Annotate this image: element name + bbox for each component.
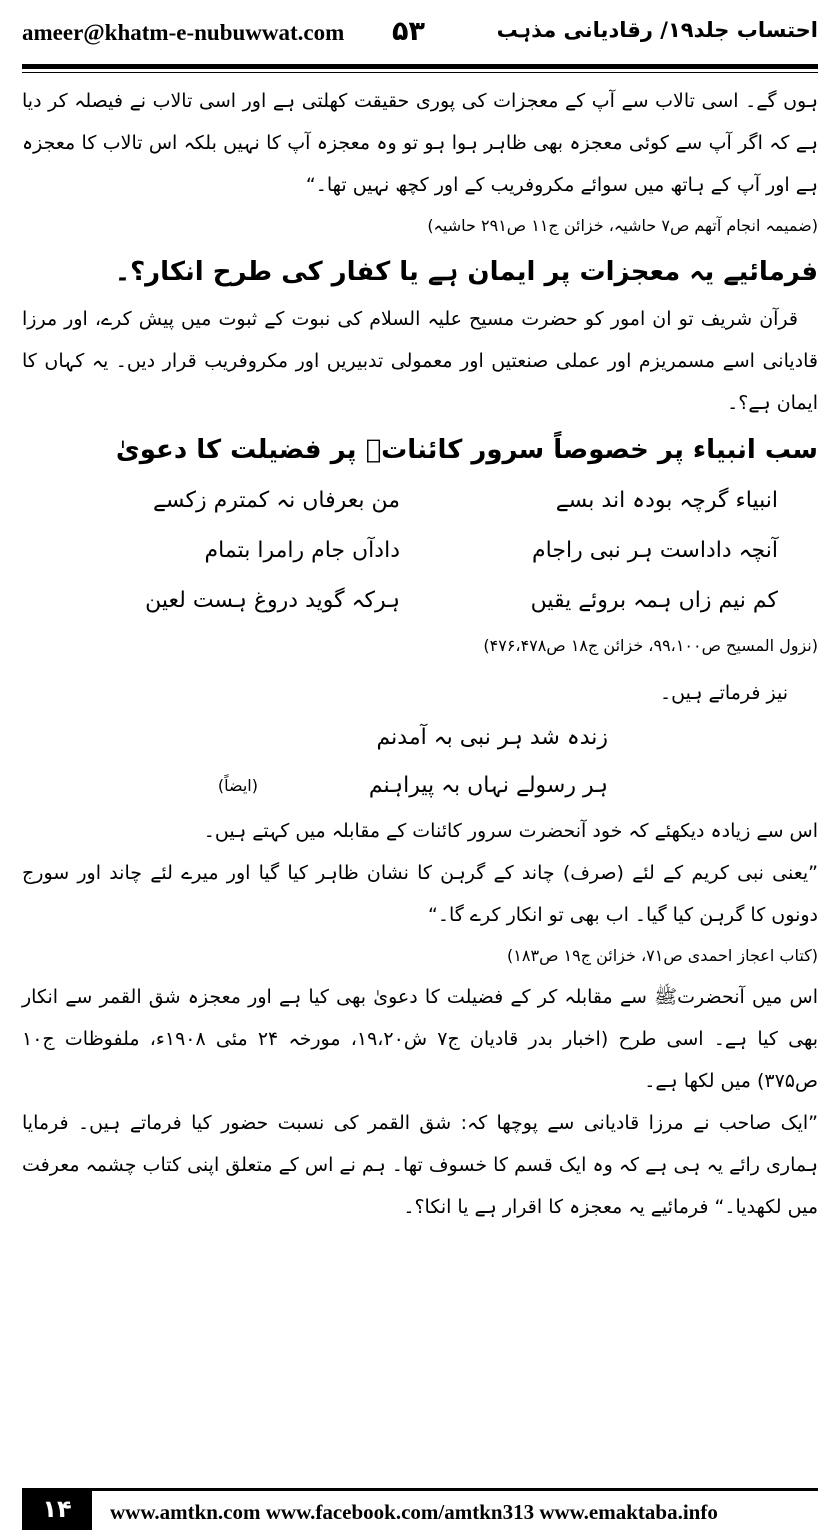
couplet-line-1: زندہ شد ہر نبی بہ آمدنم xyxy=(376,725,608,750)
verse-row-1 xyxy=(22,476,818,526)
paragraph-5: ”یعنی نبی کریم کے لئے (صرف) چاند کے گرہن کا نشان ظاہر کیا گیا اور میرے لئے چاند اور سورج دونوں کا گرہن کیا گیا۔ اب بھی تو انکار کرے گا۔“ xyxy=(22,862,818,926)
reference-2: (نزول المسیح ص۹۹،۱۰۰، خزائن ج۱۸ ص۴۷۶،۴۷۸) xyxy=(483,636,818,655)
page-content xyxy=(22,80,818,1228)
heading-superiority: سب انبیاء پر خصوصاً سرور کائناتؐ پر فضیلت کا دعویٰ xyxy=(115,435,818,465)
reference-3: (کتاب اعجاز احمدی ص۷۱، خزائن ج۱۹ ص۱۸۳) xyxy=(507,946,818,965)
verse-1-left: من بعرفاں نہ کمترم زکسے xyxy=(153,488,400,513)
verse-2-left: دادآں جام رامرا بتمام xyxy=(204,538,400,563)
couplet-reference: (ایضاً) xyxy=(217,776,258,795)
paragraph-6: اس میں آنحضرتﷺ سے مقابلہ کر کے فضیلت کا دعویٰ بھی کیا ہے اور معجزہ شق القمر سے انکار بھی کیا ہے۔ اسی طرح (اخبار بدر قادیان ج۷ ش۱۹،۲۰، مورخہ ۲۴ مئی ۱۹۰۸ء، ملفوظات ج۱۰ ص۳۷۵) میں لکھا ہے۔ xyxy=(22,986,819,1092)
couplet-line-2 xyxy=(22,762,818,810)
footer-rule xyxy=(92,1488,818,1491)
heading-miracles: فرمائیے یہ معجزات پر ایمان ہے یا کفار کی طرح انکار؟۔ xyxy=(114,257,818,287)
page-header xyxy=(22,14,818,58)
verse-row-2 xyxy=(22,526,818,576)
verse-row-3 xyxy=(22,576,818,626)
paragraph-4: اس سے زیادہ دیکھئے کہ خود آنحضرت سرور کائنات کے مقابلہ میں کہتے ہیں۔ xyxy=(203,820,818,842)
page-number: ۵۳ xyxy=(392,16,425,47)
couplet-line-2-text: ہر رسولے نہاں بہ پیراہنم xyxy=(368,773,608,798)
book-title: احتساب جلد۱۹/ رقادیانی مذہب xyxy=(496,18,818,42)
header-rule-thick xyxy=(22,64,818,69)
verse-3-right: کم نیم زاں ہمہ بروئے یقیں xyxy=(530,588,778,613)
verse-2-right: آنچہ داداست ہر نبی راجام xyxy=(532,538,778,563)
verse-1-right: انبیاء گرچہ بودہ اند بسے xyxy=(555,488,778,513)
reference-1: (ضمیمہ انجام آتھم ص۷ حاشیہ، خزائن ج۱۱ ص۲۹۱ حاشیہ) xyxy=(427,216,818,235)
verse-3-left: ہرکہ گوید دروغ ہست لعین xyxy=(145,588,400,613)
paragraph-7: ”ایک صاحب نے مرزا قادیانی سے پوچھا کہ: شق القمر کی نسبت حضور کیا فرماتے ہیں۔ فرمایا ہماری رائے یہ ہی ہے کہ وہ ایک قسم کا خسوف تھا۔ ہم نے اس کے متعلق اپنی کتاب چشمہ معرفت میں لکھدیا۔“ فرمائیے یہ معجزہ کا اقرار ہے یا انکا؟۔ xyxy=(22,1112,818,1218)
paragraph-2: قرآن شریف تو ان امور کو حضرت مسیح علیہ السلام کی نبوت کے ثبوت میں پیش کرے، اور مرزا قادیانی اسے مسمریزم اور عملی صنعتیں اور معمولی تدبیریں اور مکروفریب قرار دیں۔ یہ کہاں کا ایمان ہے؟۔ xyxy=(22,308,818,414)
footer-urls[interactable]: www.amtkn.com www.facebook.com/amtkn313 www.emaktaba.info xyxy=(110,1500,718,1524)
header-rule-thin xyxy=(22,72,818,73)
paragraph-3: نیز فرماتے ہیں۔ xyxy=(660,682,788,704)
footer-page-box: ۱۴ xyxy=(22,1488,92,1530)
header-email[interactable]: ameer@khatm-e-nubuwwat.com xyxy=(22,20,345,45)
paragraph-1: ہوں گے۔ اسی تالاب سے آپ کے معجزات کی پوری حقیقت کھلتی ہے اور اسی تالاب نے فیصلہ کر دیا ہے کہ اگر آپ سے کوئی معجزہ بھی ظاہر ہوا ہو تو وہ معجزہ آپ کا نہیں بلکہ اس تالاب کا معجزہ ہے اور آپ کے ہاتھ میں سوائے مکروفریب کے اور کچھ نہیں تھا۔“ xyxy=(22,90,818,196)
